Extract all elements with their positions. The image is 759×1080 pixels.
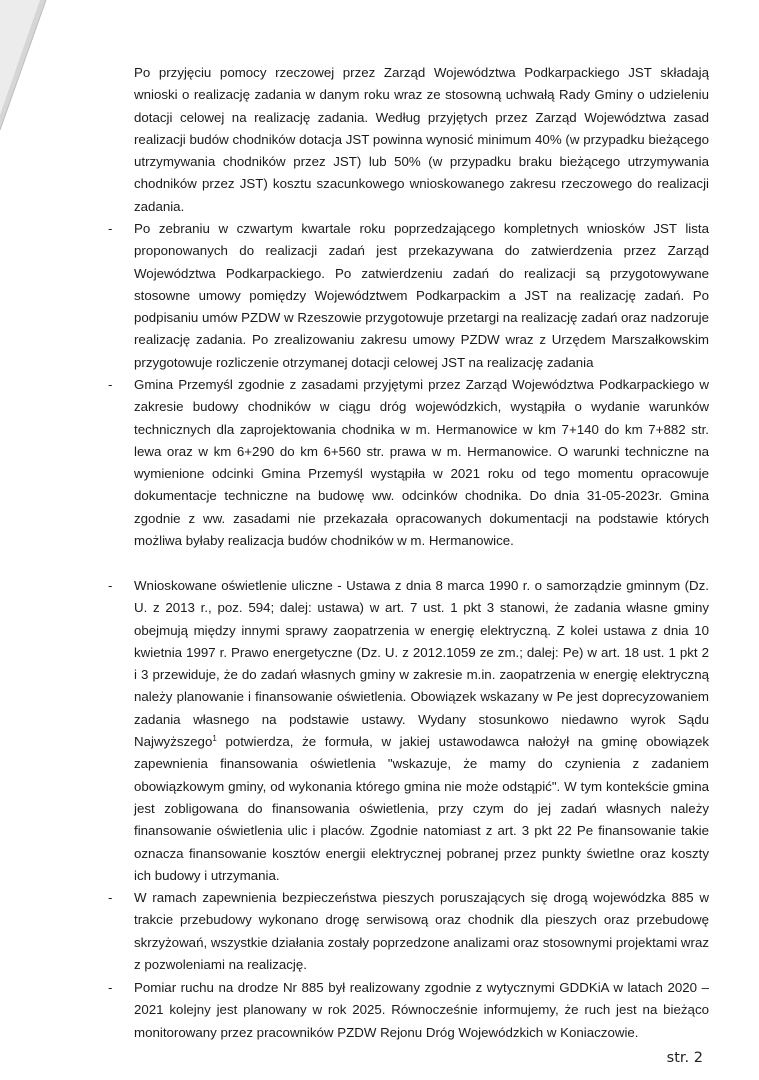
bullet-dash: - (108, 980, 113, 995)
paragraph-1-text: Po przyjęciu pomocy rzeczowej przez Zarząd Województwa Podkarpackiego JST składają wnioski o realizację zadania w danym roku wraz ze stosowną uchwałą Rady Gminy o udzieleniu dotacji celowej na realizację zadania. Według przyjętych przez Zarząd Województwa zasad realizacji budów chodników dotacja JST powinna wynosić minimum 40% (w przypadku bieżącego utrzymywania chodników przez JST) lub 50% (w przypadku braku bieżącego utrzymywania chodników przez JST) kosztu szacunkowego wnioskowanego zakresu rzeczowego do realizacji zadania. (134, 65, 709, 214)
footnote-marker: 1 (212, 734, 217, 744)
bullet-dash: - (108, 221, 113, 236)
paragraph-1 (134, 62, 709, 218)
paragraph-2 (108, 218, 709, 374)
paragraph-3-text: Gmina Przemyśl zgodnie z zasadami przyjętymi przez Zarząd Województwa Podkarpackiego w zakresie budowy chodników w ciągu dróg wojewódzkich, wystąpiła o wydanie warunków technicznych dla zaprojektowania chodnika w m. Hermanowice w km 7+140 do km 7+882 str. lewa oraz w km 6+290 do km 6+560 str. prawa w m. Hermanowice. O warunki techniczne na wymienione odcinki Gmina Przemyśl wystąpiła w 2021 roku od tego momentu opracowuje dokumentacje techniczne na budowę ww. odcinków chodnika. Do dnia 31-05-2023r. Gmina zgodnie z ww. zasadami nie przekazała opracowanych dokumentacji na podstawie których możliwa byłaby realizacja budów chodników w m. Hermanowice. (134, 377, 709, 549)
document-body (108, 62, 709, 1044)
bullet-dash: - (108, 578, 113, 593)
bullet-dash: - (108, 890, 113, 905)
bullet-dash: - (108, 377, 113, 392)
paragraph-2-text: Po zebraniu w czwartym kwartale roku poprzedzającego kompletnych wniosków JST lista proponowanych do realizacji zadań jest przekazywana do zatwierdzenia przez Zarząd Województwa Podkarpackiego. Po zatwierdzeniu zadań do realizacji są przygotowywane stosowne umowy pomiędzy Województwem Podkarpackim a JST na realizację zadań. Po podpisaniu umów PZDW w Rzeszowie przygotowuje przetargi na realizację zadań oraz nadzoruje realizację zadania. Po zrealizowaniu zakresu umowy PZDW wraz z Urzędem Marszałkowskim przygotowuje rozliczenie otrzymanej dotacji celowej JST na realizację zadania (134, 221, 709, 370)
paragraph-5 (108, 887, 709, 977)
paragraph-4-text-a: Wnioskowane oświetlenie uliczne - Ustawa z dnia 8 marca 1990 r. o samorządzie gminnym (Dz. U. z 2013 r., poz. 594; dalej: ustawa) w art. 7 ust. 1 pkt 3 stanowi, że zadania własne gminy obejmują między innymi sprawy zaopatrzenia w energię elektryczną. Z kolei ustawa z dnia 10 kwietnia 1997 r. Prawo energetyczne (Dz. U. z 2012.1059 ze zm.; dalej: Pe) w art. 18 ust. 1 pkt 2 i 3 przewiduje, że do zadań własnych gminy w zakresie m.in. zaopatrzenia w energię elektryczną należy planowanie i finansowanie oświetlenia. Obowiązek wskazany w Pe jest doprecyzowaniem zadania własnego na podstawie ustawy. Wydany stosunkowo niedawno wyrok Sądu Najwyższego (134, 578, 709, 750)
paragraph-4-text-b: potwierdza, że formuła, w jakiej ustawodawca nałożył na gminę obowiązek zapewnienia finansowania oświetlenia "wskazuje, że mamy do czynienia z zadaniem obowiązkowym gminy, od wykonania którego gmina nie może odstąpić". W tym kontekście gmina jest zobligowana do finansowania oświetlenia, przy czym do jej zadań własnych należy finansowanie oświetlenia ulic i placów. Zgodnie natomiast z art. 3 pkt 22 Pe finansowanie takie oznacza finansowanie kosztów energii elektrycznej pobranej przez punkty świetlne oraz koszty ich budowy i utrzymania. (134, 734, 709, 883)
paragraph-4 (108, 575, 709, 887)
paragraph-6-text: Pomiar ruchu na drodze Nr 885 był realizowany zgodnie z wytycznymi GDDKiA w latach 2020 – 2021 kolejny jest planowany w rok 2025. Równocześnie informujemy, że ruch jest na bieżąco monitorowany przez pracowników PZDW Rejonu Dróg Wojewódzkich w Koniaczowie. (134, 980, 709, 1040)
paragraph-6 (108, 977, 709, 1044)
page-number: str. 2 (666, 1050, 703, 1066)
paragraph-3 (108, 374, 709, 575)
paragraph-5-text: W ramach zapewnienia bezpieczeństwa pieszych poruszających się drogą wojewódzka 885 w trakcie przebudowy wykonano drogę serwisową oraz chodnik dla pieszych oraz przebudowę skrzyżowań, wszystkie działania zostały poprzedzone analizami oraz stosownymi projektami wraz z pozwoleniami na realizację. (134, 890, 709, 972)
